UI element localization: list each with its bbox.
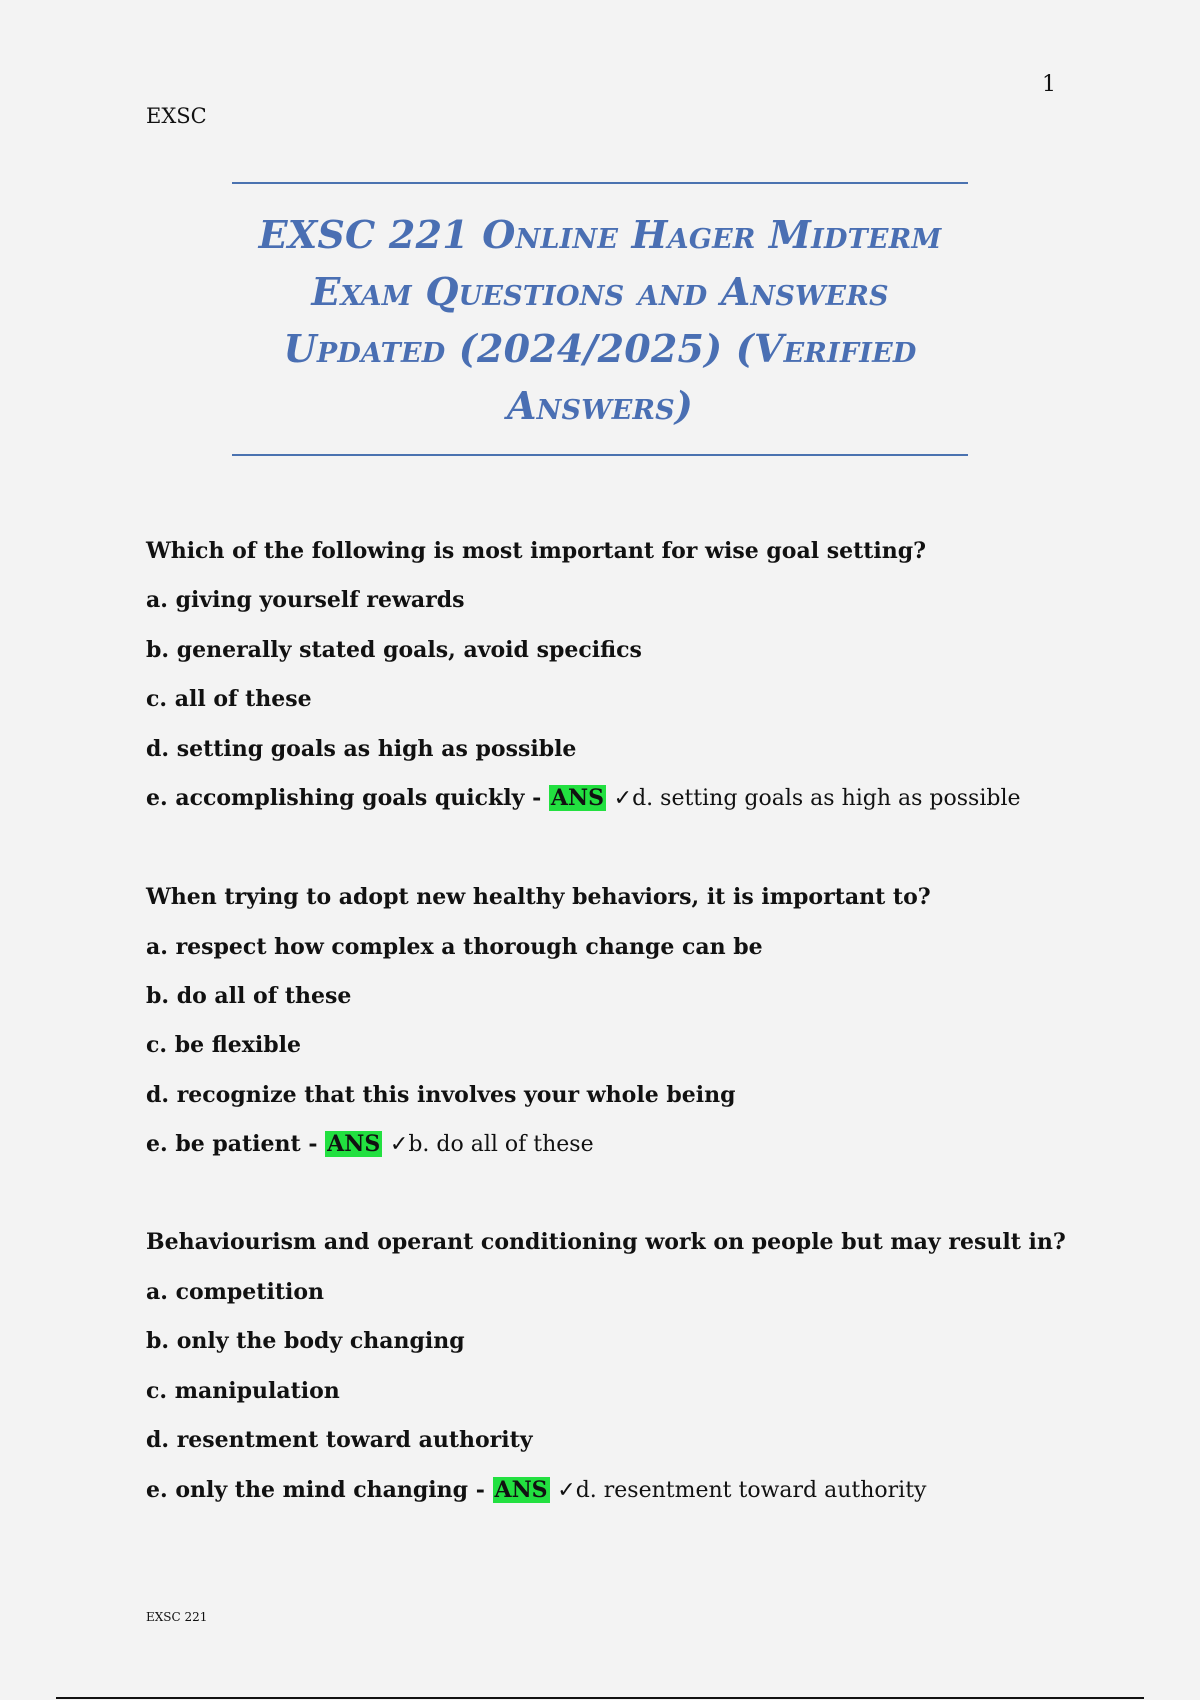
option-c: c. manipulation [146, 1378, 340, 1404]
option-e: e. accomplishing goals quickly - [146, 785, 542, 811]
check-icon: ✓ [557, 1478, 576, 1503]
option-e: e. be patient - [146, 1131, 318, 1157]
question-text: Which of the following is most important for wise goal setting? [146, 538, 927, 564]
document-title [232, 182, 968, 456]
footer-label: EXSC 221 [146, 1610, 208, 1624]
option-c: c. be flexible [146, 1032, 301, 1058]
question-block-2 [146, 884, 1066, 1157]
option-a: a. respect how complex a thorough change can be [146, 934, 763, 960]
check-icon: ✓ [613, 786, 633, 811]
option-e-with-answer [146, 1131, 1066, 1157]
option-b: b. generally stated goals, avoid specifics [146, 637, 642, 663]
option-a: a. competition [146, 1279, 325, 1305]
ans-badge: ANS [494, 1477, 548, 1503]
option-e-with-answer [146, 785, 1066, 811]
title-line: EXSC 221 Online Hager Midterm [258, 212, 942, 257]
page-number: 1 [1042, 72, 1056, 97]
option-d: d. setting goals as high as possible [146, 736, 577, 762]
correct-answer: b. do all of these [408, 1132, 594, 1157]
ans-badge: ANS [550, 785, 604, 811]
ans-badge: ANS [327, 1131, 381, 1157]
option-b: b. do all of these [146, 983, 352, 1009]
title-line: Exam Questions and Answers [311, 269, 889, 314]
option-d: d. resentment toward authority [146, 1427, 533, 1453]
header-label: EXSC [146, 104, 207, 128]
question-text: When trying to adopt new healthy behaviors, it is important to? [146, 884, 931, 910]
option-d: d. recognize that this involves your whole being [146, 1082, 736, 1108]
title-line: Updated (2024/2025) (Verified [283, 326, 917, 371]
correct-answer: d. setting goals as high as possible [632, 786, 1021, 811]
correct-answer: d. resentment toward authority [575, 1478, 927, 1503]
question-block-1 [146, 538, 1066, 811]
question-block-3 [146, 1229, 1066, 1503]
option-c: c. all of these [146, 686, 312, 712]
option-e: e. only the mind changing - [146, 1477, 485, 1503]
question-text: Behaviourism and operant conditioning work on people but may result in? [146, 1229, 1066, 1255]
option-b: b. only the body changing [146, 1328, 465, 1354]
title-line: Answers) [506, 383, 694, 428]
footer-divider [56, 1697, 1144, 1699]
check-icon: ✓ [389, 1132, 409, 1157]
option-e-with-answer [146, 1477, 1066, 1503]
option-a: a. giving yourself rewards [146, 587, 465, 613]
